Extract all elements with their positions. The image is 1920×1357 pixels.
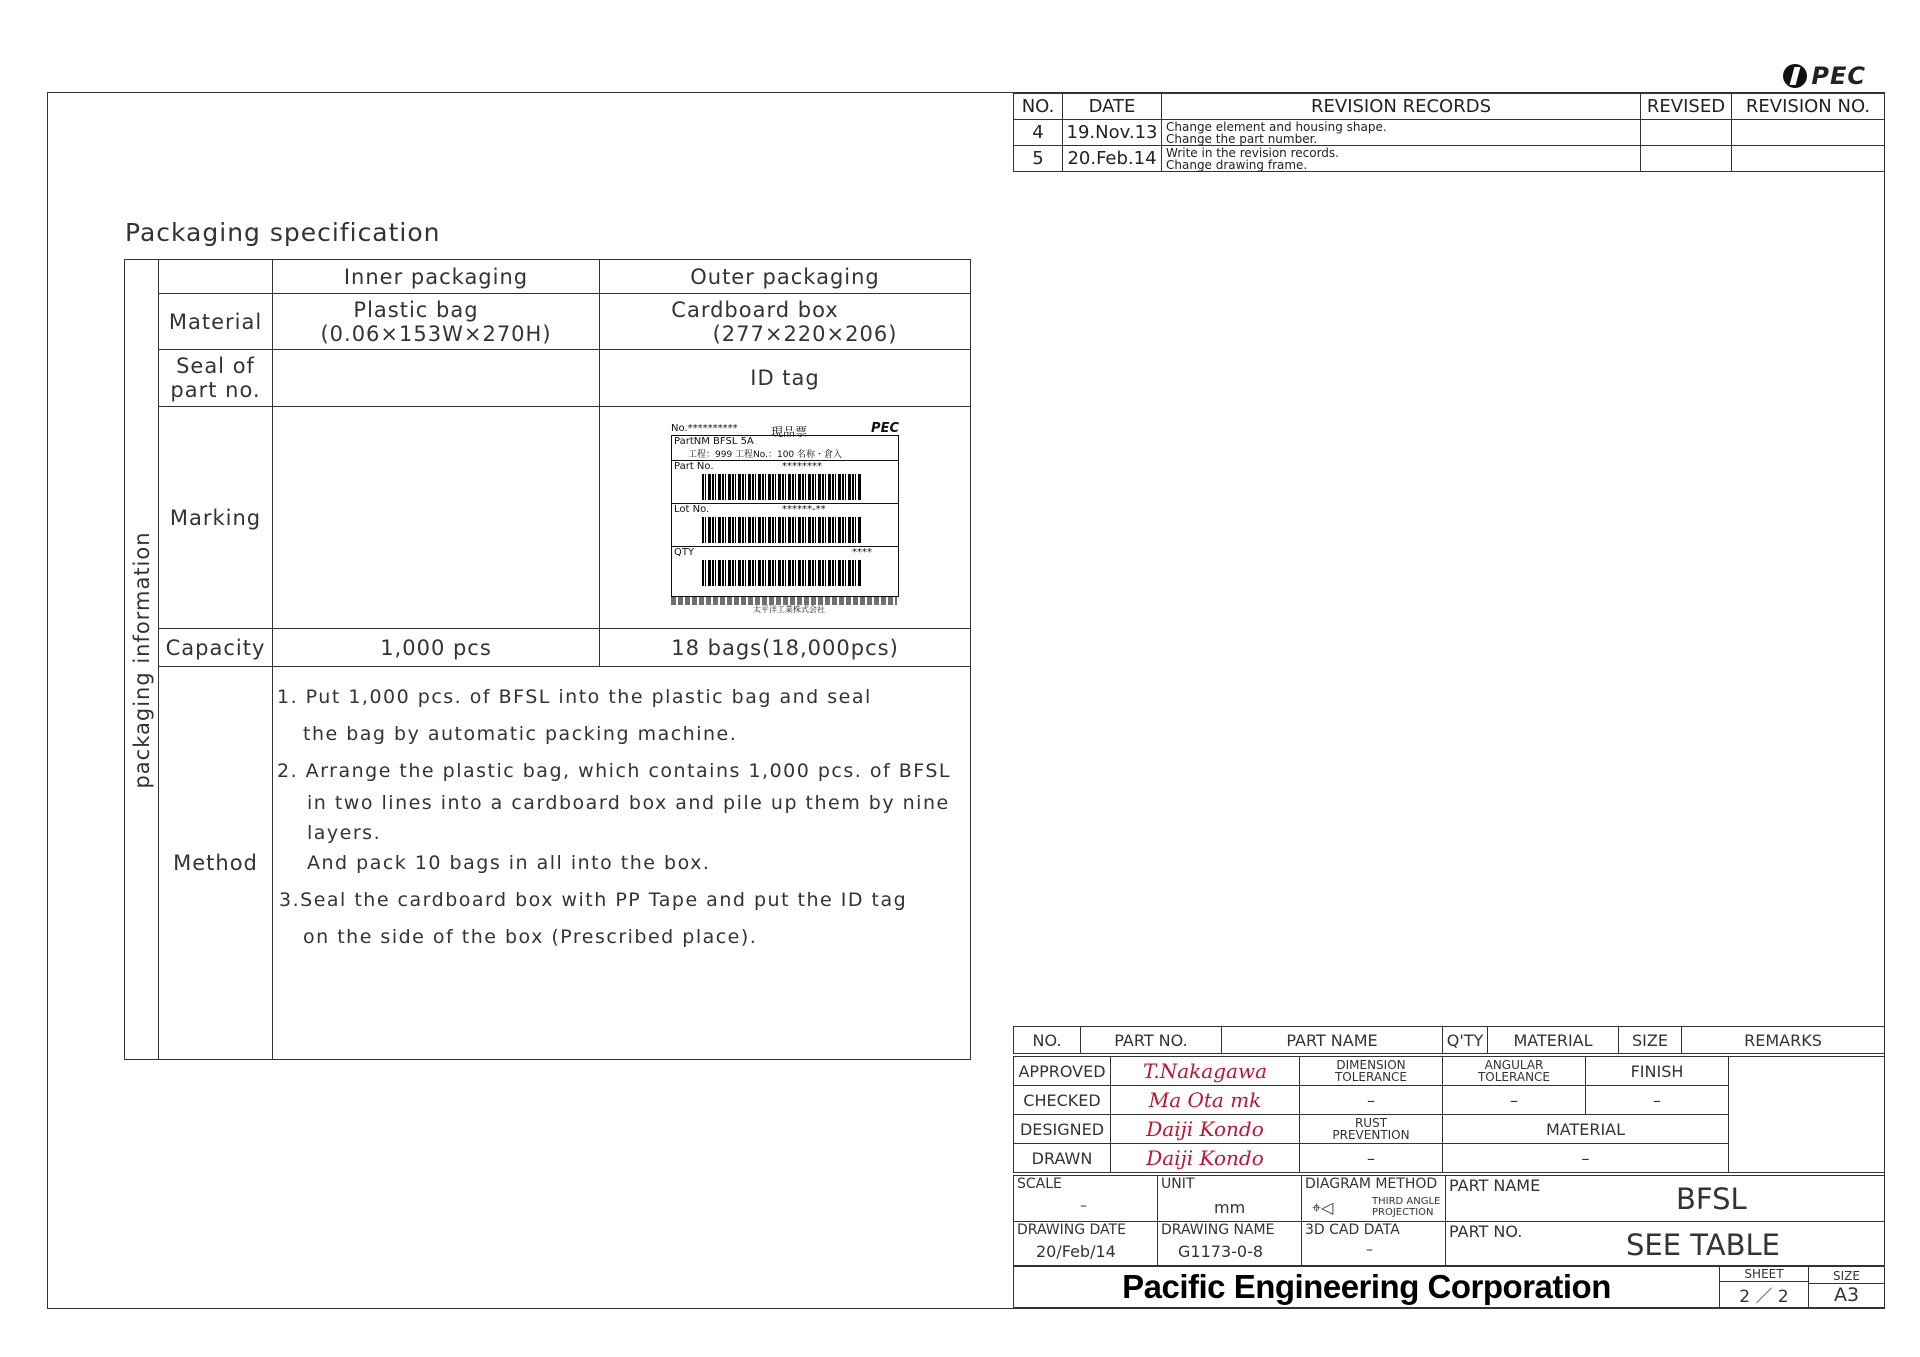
barcode-icon — [702, 560, 862, 586]
dim-tolerance-value: – — [1300, 1086, 1443, 1115]
third-angle-projection-icon: ⌖◁ — [1312, 1198, 1334, 1217]
method-line: the bag by automatic packing machine. — [303, 723, 738, 745]
rev-header-revised: REVISED — [1641, 94, 1732, 120]
designed-label: DESIGNED — [1014, 1115, 1111, 1144]
id-tag-box — [671, 435, 899, 597]
method-line: 1. Put 1,000 pcs. of BFSL into the plastic bag and seal — [277, 686, 872, 708]
rev-revised — [1641, 146, 1732, 172]
parts-header — [1013, 1026, 1885, 1054]
rust-prevention: RUST PREVENTION — [1300, 1115, 1443, 1144]
logo-text: PEC — [1811, 62, 1866, 90]
hdr-remarks: REMARKS — [1682, 1027, 1885, 1054]
approved-label: APPROVED — [1014, 1057, 1111, 1086]
capacity-outer: 18 bags(18,000pcs) — [600, 629, 971, 667]
header-inner: Inner packaging — [273, 260, 600, 294]
side-label: packaging information — [129, 530, 154, 789]
material-value: – — [1443, 1144, 1729, 1173]
capacity-label: Capacity — [159, 629, 273, 667]
id-tag-lotno-value: ******-** — [782, 503, 826, 515]
spec-title: Packaging specification — [125, 218, 441, 247]
drawing-date-cell: DRAWING DATE 20/Feb/14 — [1014, 1222, 1158, 1266]
hdr-size: SIZE — [1619, 1027, 1682, 1054]
revision-table — [1013, 93, 1885, 172]
drawn-signature: Daiji Kondo — [1111, 1144, 1300, 1173]
id-tag-no: No.********** — [671, 422, 738, 434]
hdr-partno: PART NO. — [1081, 1027, 1222, 1054]
hdr-material: MATERIAL — [1488, 1027, 1619, 1054]
rev-no: 4 — [1014, 120, 1063, 146]
sheet-cell: SHEET 2 ／ 2 — [1720, 1267, 1809, 1308]
marking-label: Marking — [159, 407, 273, 629]
rev-header-revision-no: REVISION NO. — [1732, 94, 1885, 120]
method-line: on the side of the box (Prescribed place). — [303, 926, 758, 948]
id-tag-title: 現品票 — [771, 424, 808, 439]
title-block — [1013, 1026, 1885, 1309]
hdr-qty: Q'TY — [1443, 1027, 1488, 1054]
finish-value: – — [1586, 1086, 1729, 1115]
marking-outer — [600, 407, 971, 629]
checked-signature: Ma Ota mk — [1111, 1086, 1300, 1115]
ang-tolerance: ANGULAR TOLERANCE — [1443, 1057, 1586, 1086]
rev-date: 20.Feb.14 — [1063, 146, 1162, 172]
remarks-cell — [1729, 1057, 1885, 1173]
barcode-icon — [702, 517, 862, 543]
id-tag-partno-value: ******** — [782, 460, 822, 472]
rev-revision-no — [1732, 146, 1885, 172]
method-line: in two lines into a cardboard box and pile up them by nine — [307, 792, 950, 814]
rev-record: Write in the revision records. Change drawing frame. — [1162, 146, 1641, 172]
method-line: 2. Arrange the plastic bag, which contains 1,000 pcs. of BFSL — [277, 760, 951, 782]
material-label: Material — [159, 294, 273, 350]
unit-cell: UNIT mm — [1158, 1176, 1302, 1222]
drawing-name-cell: DRAWING NAME G1173-0-8 — [1158, 1222, 1302, 1266]
diagram-cell: DIAGRAM METHOD ⌖◁ THIRD ANGLE PROJECTION — [1302, 1176, 1446, 1222]
inner-material: Plastic bag (0.06×153W×270H) — [273, 294, 600, 350]
drawing-info-table — [1013, 1175, 1885, 1266]
drawn-label: DRAWN — [1014, 1144, 1111, 1173]
id-tag-line2: 工程：999 工程No.：100 名称・倉入 — [672, 447, 898, 461]
seal-inner — [273, 350, 600, 407]
company-logo — [1783, 62, 1866, 90]
approval-table — [1013, 1056, 1885, 1173]
id-tag — [671, 420, 899, 614]
id-tag-brand: PEC — [871, 420, 899, 436]
hdr-no: NO. — [1014, 1027, 1081, 1054]
rev-record: Change element and housing shape. Change the part number. — [1162, 120, 1641, 146]
size-cell: SIZE A3 — [1809, 1267, 1885, 1308]
seal-outer: ID tag — [600, 350, 971, 407]
id-tag-partno-label: Part No. — [674, 460, 714, 472]
rev-header-records: REVISION RECORDS — [1162, 94, 1641, 120]
method-line: layers. — [307, 822, 382, 844]
checked-label: CHECKED — [1014, 1086, 1111, 1115]
id-tag-footer: 太平洋工業株式会社 — [753, 604, 825, 614]
rev-no: 5 — [1014, 146, 1063, 172]
corner-cell — [159, 260, 273, 294]
header-outer: Outer packaging — [600, 260, 971, 294]
cad-cell: 3D CAD DATA – — [1302, 1222, 1446, 1266]
pec-logo-icon — [1783, 64, 1807, 88]
part-no-cell: PART NO. SEE TABLE — [1446, 1222, 1885, 1266]
rev-revised — [1641, 120, 1732, 146]
capacity-inner: 1,000 pcs — [273, 629, 600, 667]
method-label: Method — [159, 667, 273, 1060]
id-tag-lotno-label: Lot No. — [674, 503, 710, 515]
barcode-icon — [702, 474, 862, 500]
approved-signature: T.Nakagawa — [1111, 1057, 1300, 1086]
dim-tolerance: DIMENSION TOLERANCE — [1300, 1057, 1443, 1086]
hdr-partname: PART NAME — [1222, 1027, 1443, 1054]
method-line: 3.Seal the cardboard box with PP Tape and put the ID tag — [279, 889, 908, 911]
marking-inner — [273, 407, 600, 629]
rev-date: 19.Nov.13 — [1063, 120, 1162, 146]
part-name-cell: PART NAME BFSL — [1446, 1176, 1885, 1222]
method-line: And pack 10 bags in all into the box. — [307, 852, 711, 874]
company-table — [1013, 1266, 1885, 1308]
id-tag-qty-label: QTY — [674, 546, 695, 558]
rev-header-no: NO. — [1014, 94, 1063, 120]
side-label-cell — [125, 260, 159, 1060]
rust-value: – — [1300, 1144, 1443, 1173]
scale-cell: SCALE – — [1014, 1176, 1158, 1222]
material-label: MATERIAL — [1443, 1115, 1729, 1144]
outer-material: Cardboard box (277×220×206) — [600, 294, 971, 350]
ang-tolerance-value: – — [1443, 1086, 1586, 1115]
finish-label: FINISH — [1586, 1057, 1729, 1086]
company-name: Pacific Engineering Corporation — [1014, 1267, 1720, 1308]
id-tag-qty-value: **** — [852, 546, 872, 558]
rev-header-date: DATE — [1063, 94, 1162, 120]
designed-signature: Daiji Kondo — [1111, 1115, 1300, 1144]
id-tag-partnm: PartNM BFSL 5A — [674, 435, 754, 447]
rev-revision-no — [1732, 120, 1885, 146]
seal-label: Seal of part no. — [159, 350, 273, 407]
